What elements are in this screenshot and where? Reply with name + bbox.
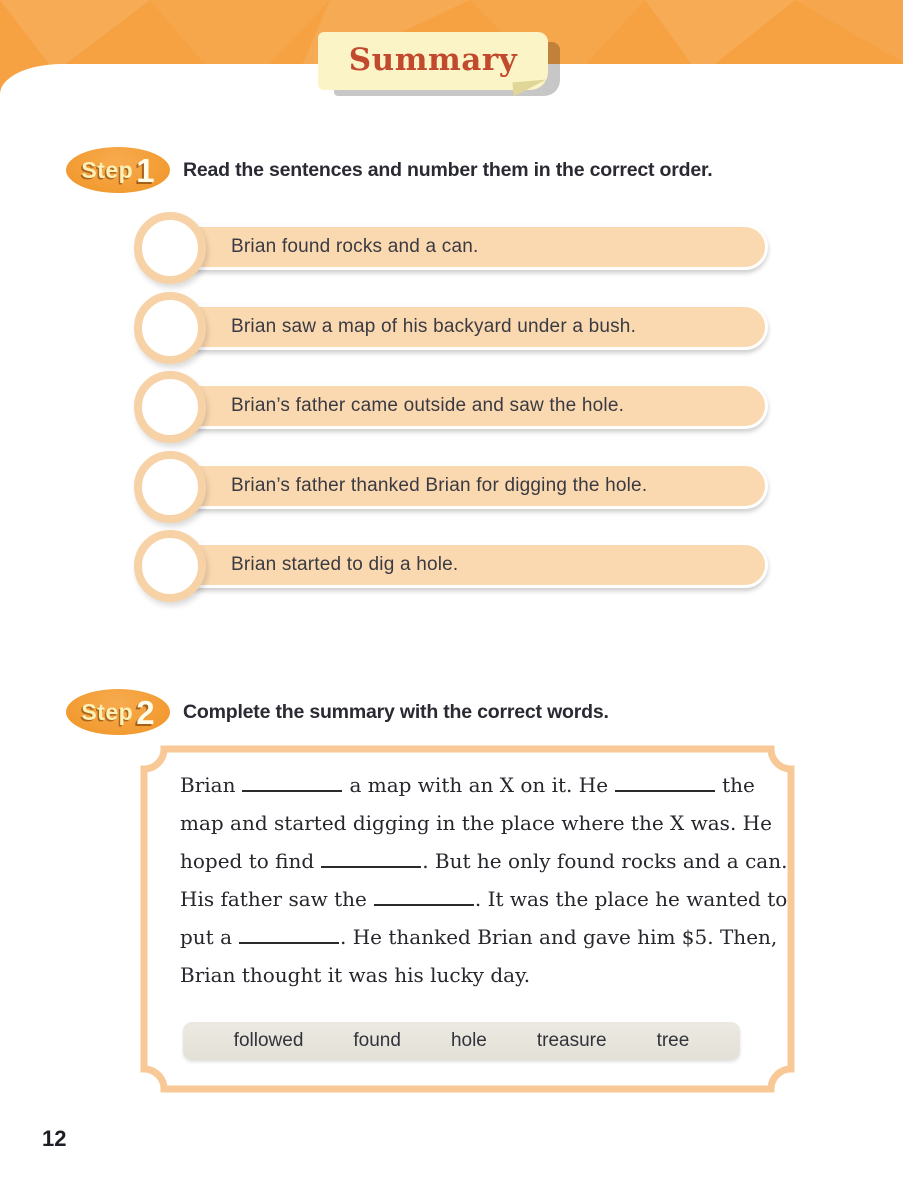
summary-line: [180, 918, 778, 956]
step2-badge-label: Step: [81, 698, 134, 725]
order-number-circle[interactable]: [134, 292, 206, 364]
summary-text: Brian thought it was his lucky day.: [180, 963, 531, 987]
sentence-row: [134, 292, 768, 364]
word-bank-item: followed: [233, 1030, 304, 1051]
summary-text: Brian: [180, 773, 236, 797]
answer-blank[interactable]: [374, 880, 474, 906]
answer-blank[interactable]: [239, 918, 339, 944]
summary-line: [180, 880, 788, 918]
word-bank-item: treasure: [536, 1030, 607, 1051]
summary-box: [140, 745, 795, 1093]
order-number-circle[interactable]: [134, 451, 206, 523]
sentence-text: Brian’s father thanked Brian for digging the hole.: [231, 474, 648, 496]
word-bank-item: tree: [656, 1030, 690, 1051]
summary-text: a map with an X on it. He: [349, 773, 609, 797]
summary-text: the: [722, 773, 755, 797]
sentence-row: [134, 451, 768, 523]
order-number-circle[interactable]: [134, 371, 206, 443]
summary-line: [180, 804, 772, 842]
step2-badge: [66, 689, 170, 735]
word-bank: [183, 1022, 740, 1060]
step1-badge: [66, 147, 170, 193]
page-number: 12: [42, 1126, 67, 1151]
sentence-row: [134, 530, 768, 602]
note-fold-corner: [512, 80, 547, 97]
summary-line: [180, 956, 767, 994]
step2-instruction: Complete the summary with the correct words.: [183, 700, 609, 723]
word-bank-item: hole: [450, 1030, 487, 1051]
answer-blank[interactable]: [321, 842, 421, 868]
order-number-circle[interactable]: [134, 212, 206, 284]
summary-text: . But he only found rocks and a can.: [422, 849, 788, 873]
sentence-bar: [172, 542, 768, 588]
sentence-list: [134, 212, 768, 610]
sentence-text: Brian saw a map of his backyard under a bush.: [231, 315, 637, 337]
sentence-bar: [172, 224, 768, 270]
summary-paragraph: [180, 766, 788, 994]
step2-badge-number: 2: [136, 693, 155, 731]
sentence-bar: [172, 463, 768, 509]
word-bank-item: found: [353, 1030, 401, 1051]
sentence-text: Brian started to dig a hole.: [231, 554, 459, 575]
page-title: Summary: [348, 42, 518, 78]
sentence-bar: [172, 304, 768, 350]
summary-text: . He thanked Brian and gave him $5. Then,: [340, 925, 778, 949]
answer-blank[interactable]: [242, 766, 342, 792]
order-number-circle[interactable]: [134, 530, 206, 602]
sentence-bar: [172, 383, 768, 429]
sentence-text: Brian found rocks and a can.: [231, 236, 479, 257]
step1-instruction: Read the sentences and number them in the correct order.: [183, 158, 713, 181]
summary-text: put a: [180, 925, 233, 949]
summary-text: . It was the place he wanted to: [474, 887, 788, 911]
summary-text: hoped to find: [180, 849, 315, 873]
sentence-row: [134, 212, 768, 284]
answer-blank[interactable]: [615, 766, 715, 792]
summary-text: map and started digging in the place where the X was. He: [180, 811, 772, 835]
summary-line: [180, 766, 767, 804]
sentence-row: [134, 371, 768, 443]
summary-note: [318, 32, 548, 90]
step2-header: [66, 689, 609, 735]
step1-badge-label: Step: [81, 156, 134, 183]
summary-line: [180, 842, 788, 880]
step1-header: [66, 147, 713, 193]
step1-badge-number: 1: [136, 151, 155, 189]
summary-text: His father saw the: [180, 887, 367, 911]
sentence-text: Brian’s father came outside and saw the hole.: [231, 395, 625, 416]
